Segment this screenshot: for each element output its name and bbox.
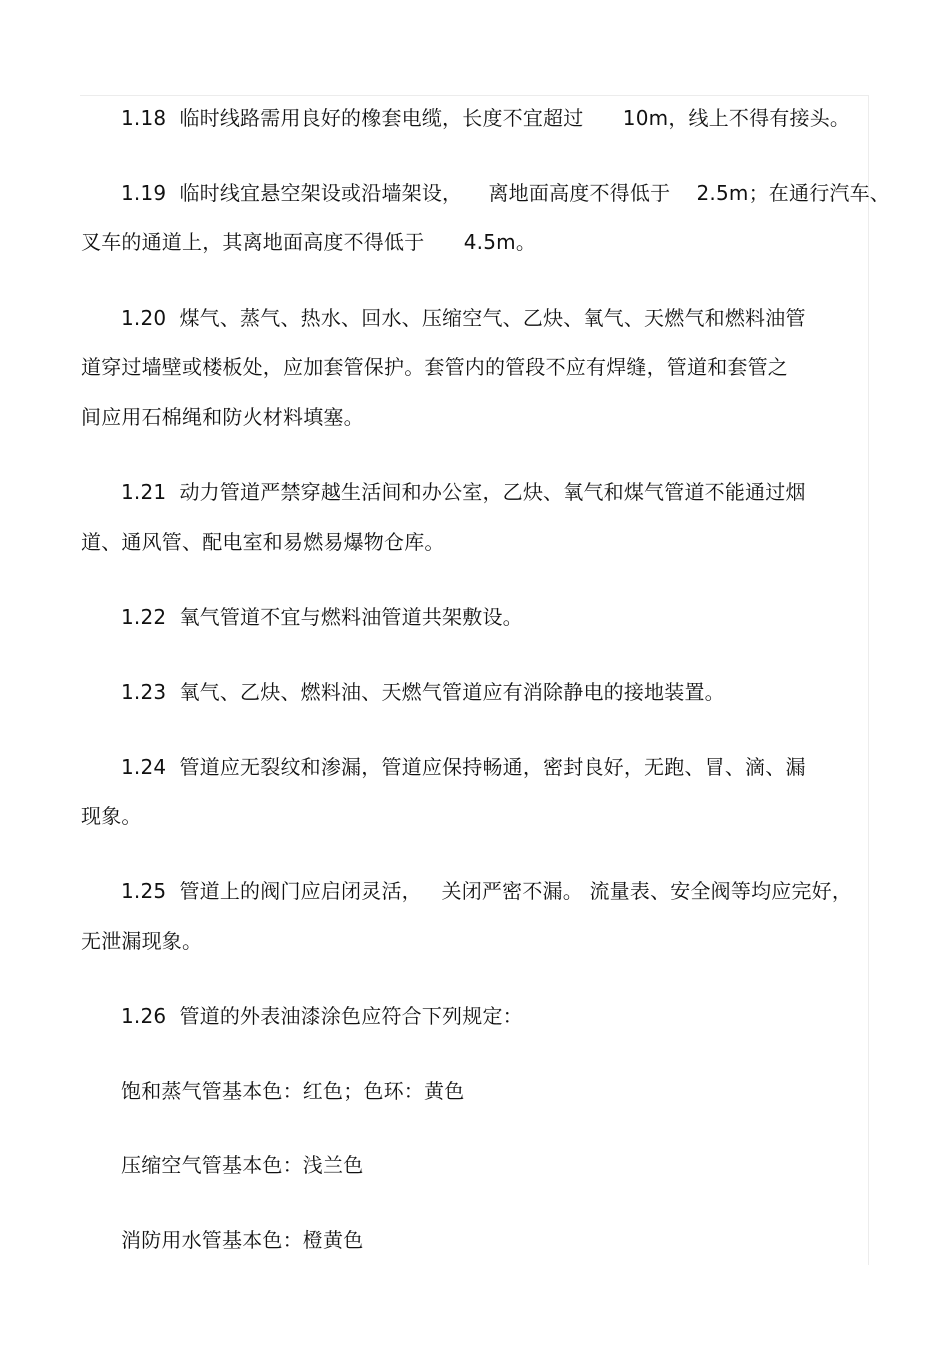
paragraph-1-26-line-1: 1.26 管道的外表油漆涂色应符合下列规定： <box>121 1004 523 1028</box>
paragraph-1-21-line-1: 1.21 动力管道严禁穿越生活间和办公室，乙炔、氧气和煤气管道不能通过烟 <box>121 480 806 504</box>
rule-saturated-steam: 饱和蒸气管基本色：红色；色环：黄色 <box>121 1079 465 1103</box>
page-frame-right-border <box>868 95 869 1265</box>
paragraph-1-20-line-2: 道穿过墙壁或楼板处，应加套管保护。套管内的管段不应有焊缝，管道和套管之 <box>81 355 788 379</box>
paragraph-1-19-line-1: 1.19 临时线宜悬空架设或沿墙架设， 离地面高度不得低于 2.5m；在通行汽车、 <box>121 181 890 205</box>
paragraph-1-22-line-1: 1.22 氧气管道不宜与燃料油管道共架敷设。 <box>121 605 523 629</box>
paragraph-1-24-line-2: 现象。 <box>81 804 142 828</box>
paragraph-1-24-line-1: 1.24 管道应无裂纹和渗漏，管道应保持畅通，密封良好，无跑、冒、滴、漏 <box>121 755 806 779</box>
paragraph-1-25-line-1: 1.25 管道上的阀门应启闭灵活， 关闭严密不漏。 流量表、安全阀等均应完好， <box>121 879 853 903</box>
rule-fire-water: 消防用水管基本色：橙黄色 <box>121 1228 364 1252</box>
paragraph-1-19-line-2: 叉车的通道上，其离地面高度不得低于 4.5m。 <box>81 230 537 254</box>
page-frame-top-border <box>80 95 869 96</box>
rule-compressed-air: 压缩空气管基本色：浅兰色 <box>121 1153 364 1177</box>
paragraph-1-23-line-1: 1.23 氧气、乙炔、燃料油、天燃气管道应有消除静电的接地装置。 <box>121 680 725 704</box>
paragraph-1-20-line-3: 间应用石棉绳和防火材料填塞。 <box>81 405 364 429</box>
paragraph-1-25-line-2: 无泄漏现象。 <box>81 929 203 953</box>
paragraph-1-18-line-1: 1.18 临时线路需用良好的橡套电缆，长度不宜超过 10m，线上不得有接头。 <box>121 106 851 130</box>
paragraph-1-20-line-1: 1.20 煤气、蒸气、热水、回水、压缩空气、乙炔、氧气、天燃气和燃料油管 <box>121 306 806 330</box>
paragraph-1-21-line-2: 道、通风管、配电室和易燃易爆物仓库。 <box>81 530 445 554</box>
